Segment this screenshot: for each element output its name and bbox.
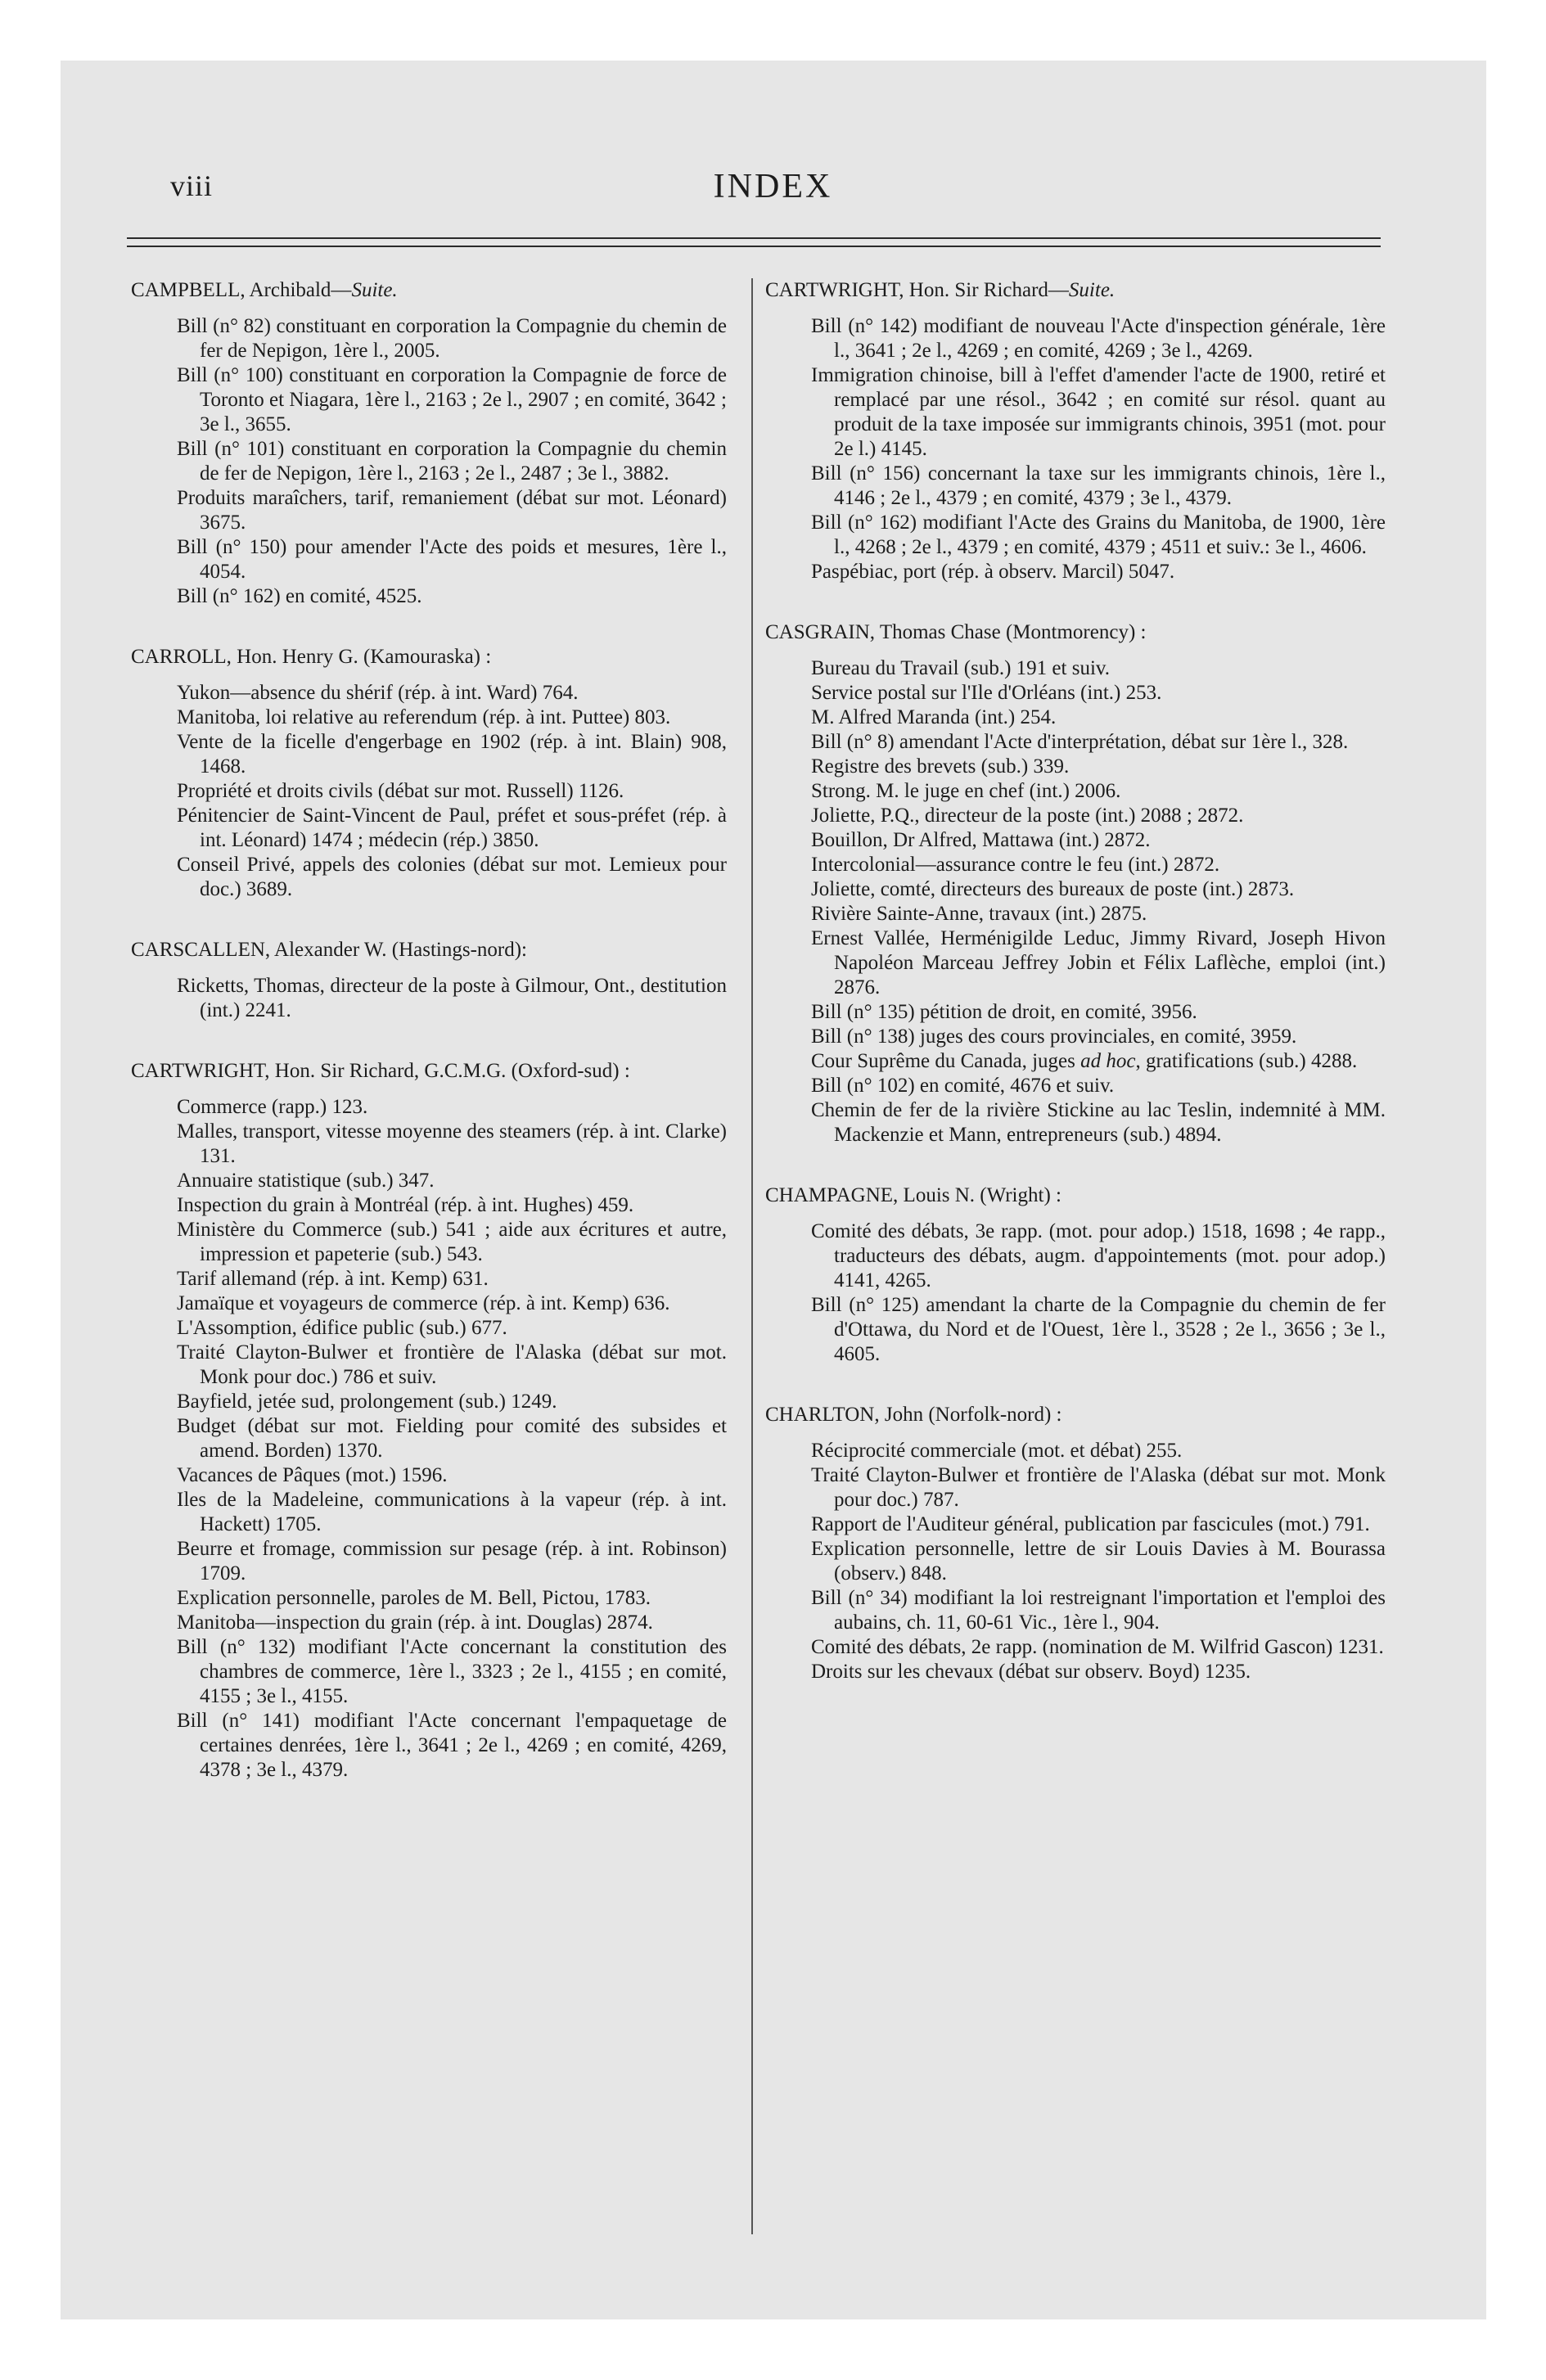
entry-item: Bill (n° 34) modifiant la loi restreignant l'importation et l'emploi des aubains, ch. 11, 60-61 Vic., 1ère l., 904. [811, 1587, 1386, 1634]
entry-item: Bill (n° 102) en comité, 4676 et suiv. [811, 1075, 1115, 1097]
entry-suite: Suite. [351, 279, 398, 301]
entry-item: Strong. M. le juge en chef (int.) 2006. [811, 780, 1121, 802]
entry-item: Iles de la Madeleine, communications à la vapeur (rép. à int. Hackett) 1705. [177, 1489, 727, 1535]
entry-item: Produits maraîchers, tarif, remaniement (débat sur mot. Léonard) 3675. [177, 487, 727, 534]
entry-item: Explication personnelle, paroles de M. Bell, Pictou, 1783. [177, 1587, 651, 1609]
index-column-left [131, 278, 727, 1819]
column-divider [751, 278, 753, 2234]
entry-item: Chemin de fer de la rivière Stickine au lac Teslin, indemnité à MM. Mackenzie et Mann, entrepreneurs (sub.) 4894. [811, 1099, 1386, 1146]
entry-item: Registre des brevets (sub.) 339. [811, 755, 1070, 778]
entry-item: Traité Clayton-Bulwer et frontière de l'Alaska (débat sur mot. Monk pour doc.) 786 et suiv. [177, 1341, 727, 1388]
entry-item: Joliette, P.Q., directeur de la poste (int.) 2088 ; 2872. [811, 805, 1244, 827]
entry-item: Bill (n° 138) juges des cours provinciales, en comité, 3959. [811, 1025, 1297, 1048]
entry-item: Tarif allemand (rép. à int. Kemp) 631. [177, 1268, 489, 1290]
entry-item: Intercolonial—assurance contre le feu (int.) 2872. [811, 854, 1220, 876]
entry-item: Bill (n° 150) pour amender l'Acte des poids et mesures, 1ère l., 4054. [177, 536, 727, 583]
index-entry [131, 938, 727, 1023]
index-entry [765, 278, 1386, 584]
entry-name: CARTWRIGHT, Hon. Sir Richard, G.C.M.G. (Oxford-sud) : [131, 1060, 630, 1082]
page-number: viii [170, 169, 214, 202]
entry-heading [765, 1183, 1386, 1208]
entry-name: CAMPBELL, Archibald— [131, 279, 352, 301]
entry-name: CHARLTON, John (Norfolk-nord) : [765, 1404, 1062, 1426]
entry-item: Beurre et fromage, commission sur pesage (rép. à int. Robinson) 1709. [177, 1538, 727, 1584]
entry-item: Bill (n° 8) amendant l'Acte d'interprétation, débat sur 1ère l., 328. [811, 731, 1349, 753]
entry-item: Commerce (rapp.) 123. [177, 1096, 368, 1118]
entry-item: Bureau du Travail (sub.) 191 et suiv. [811, 657, 1111, 679]
entry-heading [131, 938, 727, 962]
entry-name: CASGRAIN, Thomas Chase (Montmorency) : [765, 621, 1147, 643]
entry-item: Rivière Sainte-Anne, travaux (int.) 2875. [811, 903, 1147, 925]
entry-item: Bouillon, Dr Alfred, Mattawa (int.) 2872. [811, 829, 1151, 851]
index-entry [765, 620, 1386, 1147]
entry-item: Manitoba—inspection du grain (rép. à int. Douglas) 2874. [177, 1611, 653, 1634]
entry-item: Manitoba, loi relative au referendum (rép. à int. Puttee) 803. [177, 706, 671, 728]
entry-item: Pénitencier de Saint-Vincent de Paul, préfet et sous-préfet (rép. à int. Léonard) 1474 ; médecin (rép.) 3850. [177, 805, 727, 851]
entry-heading [131, 645, 727, 669]
entry-item: Service postal sur l'Ile d'Orléans (int.) 253. [811, 682, 1162, 704]
entry-item: M. Alfred Maranda (int.) 254. [811, 706, 1057, 728]
entry-name: CARROLL, Hon. Henry G. (Kamouraska) : [131, 646, 492, 668]
entry-item: L'Assomption, édifice public (sub.) 677. [177, 1317, 507, 1339]
index-entry [131, 1059, 727, 1783]
entry-item: Bill (n° 101) constituant en corporation la Compagnie du chemin de fer de Nepigon, 1ère l., 2163 ; 2e l., 2487 ; 3e l., 3882. [177, 438, 727, 485]
entry-name: CARSCALLEN, Alexander W. (Hastings-nord): [131, 939, 527, 961]
entry-heading [765, 620, 1386, 645]
index-entry [765, 1183, 1386, 1367]
entry-item: Réciprocité commerciale (mot. et débat) 255. [811, 1440, 1183, 1462]
entry-name: CHAMPAGNE, Louis N. (Wright) : [765, 1184, 1061, 1206]
entry-item: Bayfield, jetée sud, prolongement (sub.) 1249. [177, 1391, 557, 1413]
entry-item: Bill (n° 162) en comité, 4525. [177, 585, 422, 607]
entry-item: Malles, transport, vitesse moyenne des steamers (rép. à int. Clarke) 131. [177, 1120, 727, 1167]
entry-name: CARTWRIGHT, Hon. Sir Richard— [765, 279, 1069, 301]
entry-item: Bill (n° 135) pétition de droit, en comité, 3956. [811, 1001, 1197, 1023]
entry-item: Explication personnelle, lettre de sir Louis Davies à M. Bourassa (observ.) 848. [811, 1538, 1386, 1584]
entry-item: Comité des débats, 3e rapp. (mot. pour adop.) 1518, 1698 ; 4e rapp., traducteurs des débats, augm. d'appointements (mot. pour adop.) 4141, 4265. [811, 1220, 1386, 1291]
entry-item: Cour Suprême du Canada, juges ad hoc, gratifications (sub.) 4288. [811, 1050, 1358, 1072]
entry-heading [131, 1059, 727, 1084]
entry-item: Vacances de Pâques (mot.) 1596. [177, 1464, 448, 1486]
entry-item: Bill (n° 132) modifiant l'Acte concernant la constitution des chambres de commerce, 1ère l., 3323 ; 2e l., 4155 ; en comité, 4155 ; 3e l., 4155. [177, 1636, 727, 1707]
header-rule-bottom [127, 246, 1381, 247]
entry-item: Bill (n° 125) amendant la charte de la Compagnie du chemin de fer d'Ottawa, du Nord et de l'Ouest, 1ère l., 3528 ; 2e l., 3656 ; 3e l., 4605. [811, 1294, 1386, 1365]
entry-suite: Suite. [1068, 279, 1116, 301]
entry-item: Yukon—absence du shérif (rép. à int. Ward) 764. [177, 682, 579, 704]
entry-item: Droits sur les chevaux (débat sur observ. Boyd) 1235. [811, 1661, 1251, 1683]
entry-item: Jamaïque et voyageurs de commerce (rép. à int. Kemp) 636. [177, 1292, 670, 1314]
entry-item: Conseil Privé, appels des colonies (débat sur mot. Lemieux pour doc.) 3689. [177, 854, 727, 900]
entry-item: Vente de la ficelle d'engerbage en 1902 (rép. à int. Blain) 908, 1468. [177, 731, 727, 778]
entry-item: Comité des débats, 2e rapp. (nomination de M. Wilfrid Gascon) 1231. [811, 1636, 1384, 1658]
index-column-right [765, 278, 1386, 1720]
entry-item: Rapport de l'Auditeur général, publication par fascicules (mot.) 791. [811, 1513, 1370, 1535]
entry-heading [765, 278, 1386, 303]
entry-item: Budget (débat sur mot. Fielding pour comité des subsides et amend. Borden) 1370. [177, 1415, 727, 1462]
entry-heading [765, 1403, 1386, 1427]
entry-item: Bill (n° 141) modifiant l'Acte concernant l'empaquetage de certaines denrées, 1ère l., 3641 ; 2e l., 4269 ; en comité, 4269, 4378 ; 3e l., 4379. [177, 1710, 727, 1781]
header-rule-top [127, 237, 1381, 239]
entry-item: Bill (n° 142) modifiant de nouveau l'Acte d'inspection générale, 1ère l., 3641 ; 2e l., 4269 ; en comité, 4269 ; 3e l., 4269. [811, 315, 1386, 362]
entry-item: Annuaire statistique (sub.) 347. [177, 1170, 435, 1192]
entry-item: Bill (n° 156) concernant la taxe sur les immigrants chinois, 1ère l., 4146 ; 2e l., 4379 ; en comité, 4379 ; 3e l., 4379. [811, 462, 1386, 509]
entry-item: Propriété et droits civils (débat sur mot. Russell) 1126. [177, 780, 624, 802]
entry-item: Ricketts, Thomas, directeur de la poste à Gilmour, Ont., destitution (int.) 2241. [177, 975, 727, 1021]
entry-item: Bill (n° 100) constituant en corporation la Compagnie de force de Toronto et Niagara, 1ère l., 2163 ; 2e l., 2907 ; en comité, 3642 ; 3e l., 3655. [177, 364, 727, 435]
entry-item: Bill (n° 162) modifiant l'Acte des Grains du Manitoba, de 1900, 1ère l., 4268 ; 2e l., 4379 ; en comité, 4379 ; 4511 et suiv.: 3e l., 4606. [811, 512, 1386, 558]
entry-item: Ministère du Commerce (sub.) 541 ; aide aux écritures et autre, impression et papeterie (sub.) 543. [177, 1219, 727, 1265]
index-entry [131, 278, 727, 609]
page-title: INDEX [713, 168, 833, 205]
entry-item: Paspébiac, port (rép. à observ. Marcil) 5047. [811, 561, 1175, 583]
index-entry [765, 1403, 1386, 1684]
entry-item: Bill (n° 82) constituant en corporation la Compagnie du chemin de fer de Nepigon, 1ère l., 2005. [177, 315, 727, 362]
entry-heading [131, 278, 727, 303]
entry-item: Traité Clayton-Bulwer et frontière de l'Alaska (débat sur mot. Monk pour doc.) 787. [811, 1464, 1386, 1511]
entry-item: Ernest Vallée, Herménigilde Leduc, Jimmy Rivard, Joseph Hivon Napoléon Marceau Jeffrey Jobin et Félix Laflèche, emploi (int.) 2876. [811, 927, 1386, 998]
index-entry [131, 645, 727, 902]
entry-item: Immigration chinoise, bill à l'effet d'amender l'acte de 1900, retiré et remplacé par une résol., 3642 ; en comité sur résol. quant au produit de la taxe imposée sur immigrants chinois, 3951 (mot. pour 2e l.) 4145. [811, 364, 1386, 460]
entry-item: Inspection du grain à Montréal (rép. à int. Hughes) 459. [177, 1194, 634, 1216]
entry-item: Joliette, comté, directeurs des bureaux de poste (int.) 2873. [811, 878, 1295, 900]
